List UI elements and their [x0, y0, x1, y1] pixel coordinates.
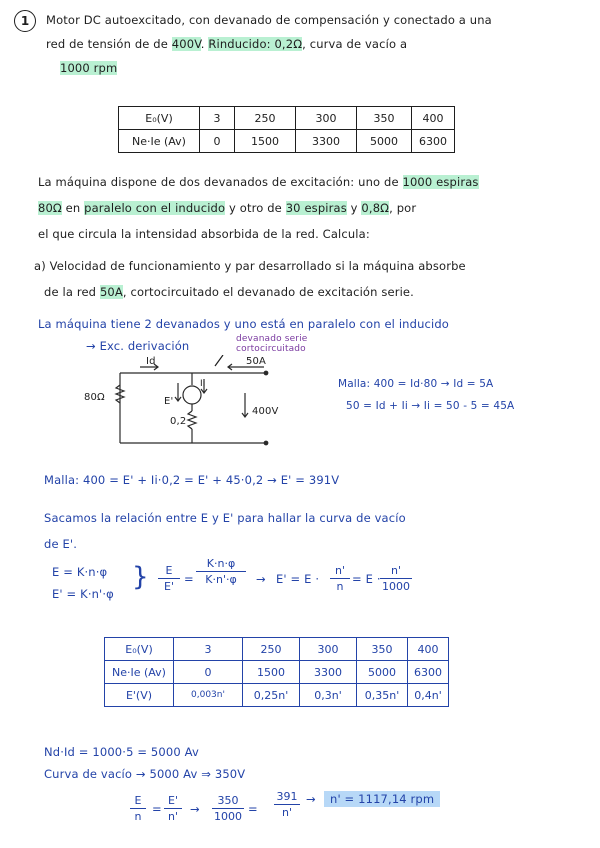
problem-text: red de tensión de de [46, 37, 172, 51]
table-cell: Ne·Ie (Av) [119, 130, 200, 153]
resistance-highlight: Rinducido: 0,2Ω [208, 37, 303, 51]
table-cell: 1500 [235, 130, 296, 153]
text2-line-3: el que circula la intensidad absorbida de la red. Calcula: [38, 227, 370, 241]
fraction-numerator: n' [335, 564, 345, 577]
table-curva-vacio [118, 106, 455, 153]
paralelo-highlight: paralelo con el inducido [84, 201, 226, 215]
question-a-line-1: a) Velocidad de funcionamiento y par desarrollado si la máquina absorbe [34, 259, 466, 273]
fraction-denominator: 1000 [382, 580, 410, 593]
relacion-line-2: de E'. [44, 537, 78, 551]
table-cell: Ne·Ie (Av) [105, 661, 174, 684]
fraction-numerator: E [134, 794, 142, 807]
equals-sign: = [248, 802, 258, 816]
solution-line-1: La máquina tiene 2 devanados y uno está en paralelo con el inducido [38, 317, 449, 331]
label-50a: 50A [246, 356, 267, 367]
text: y otro de [225, 201, 286, 215]
result-e-prime-b: = E · [352, 572, 381, 586]
problem-text: . [200, 37, 209, 51]
table-cell: 400 [412, 107, 455, 130]
table-cell: E₀(V) [119, 107, 200, 130]
problem-line-3 [60, 60, 117, 76]
implies-arrow: → [190, 802, 200, 816]
fraction-k-ratio [196, 557, 246, 586]
fraction-numerator: E [165, 564, 173, 577]
fraction-denominator: K·n'·φ [205, 573, 237, 586]
problem-line-2 [46, 36, 407, 52]
table-cell: 3300 [300, 661, 357, 684]
fraction-350-1000 [212, 794, 244, 823]
table-cell: E₀(V) [105, 638, 174, 661]
fraction-ep-np [164, 794, 182, 823]
r80-highlight: 80Ω [38, 201, 62, 215]
resistor-02 [188, 411, 196, 429]
fraction-bar [380, 578, 412, 579]
fraction-bar [164, 808, 182, 809]
problem-number: 1 [14, 10, 36, 32]
text2-line-2 [38, 200, 416, 216]
equation-e-prime: E' = K·n'·φ [52, 587, 114, 601]
table-cell: 0 [174, 661, 243, 684]
fraction-numerator: 391 [276, 790, 298, 803]
problem-line-1: Motor DC autoexcitado, con devanado de compensación y conectado a una [46, 13, 492, 27]
table-cell: 0,003n' [174, 684, 243, 707]
table-row [105, 684, 449, 707]
fraction-n-1000 [380, 564, 412, 593]
fraction-bar [330, 578, 350, 579]
fraction-numerator: K·n·φ [206, 557, 236, 570]
terminal-bottom [264, 441, 268, 445]
solution-line-2: → Exc. derivación [86, 339, 190, 353]
result-e-prime-a: E' = E · [276, 572, 320, 586]
label-r02: 0,2 [170, 416, 187, 427]
relacion-line-1: Sacamos la relación entre E y E' para hallar la curva de vacío [44, 511, 406, 525]
annotation-arrow [215, 355, 223, 366]
fraction-denominator: n [336, 580, 344, 593]
fraction-n-ratio [330, 564, 350, 593]
text: de la red [44, 285, 100, 299]
fraction-e-ratio [158, 564, 180, 593]
table-cell: 0 [200, 130, 235, 153]
text: y [346, 201, 362, 215]
fraction-e-n [130, 794, 146, 823]
terminal-top [264, 371, 268, 375]
table-cell: 1500 [243, 661, 300, 684]
equation-e: E = K·n·φ [52, 565, 108, 579]
text: en [61, 201, 85, 215]
table-row [105, 661, 449, 684]
malla-1: Malla: 400 = Id·80 → Id = 5A [338, 378, 494, 390]
table-row [119, 107, 455, 130]
text: , cortocircuitado el devanado de excitación serie. [122, 285, 414, 299]
fraction-bar [196, 571, 246, 572]
implies-arrow: → [256, 572, 266, 586]
implies-arrow: → [306, 792, 316, 806]
rpm-highlight: 1000 rpm [60, 61, 118, 75]
table-cell: 5000 [357, 661, 408, 684]
table-cell: 5000 [357, 130, 412, 153]
table-cell: 300 [300, 638, 357, 661]
current-highlight: 50A [99, 285, 123, 299]
brace-symbol: } [132, 562, 149, 592]
fraction-bar [274, 804, 300, 805]
label-80ohm: 80Ω [84, 392, 105, 403]
table-cell: 6300 [408, 661, 449, 684]
nd-id-line: Nd·Id = 1000·5 = 5000 Av [44, 745, 199, 759]
table-cell: 6300 [412, 130, 455, 153]
table-cell: 3 [174, 638, 243, 661]
table-cell: E'(V) [105, 684, 174, 707]
fraction-numerator: E' [168, 794, 178, 807]
table-cell: 300 [296, 107, 357, 130]
label-e-prime: E' [164, 396, 174, 407]
label-400v: 400V [252, 406, 279, 417]
fraction-numerator: n' [391, 564, 401, 577]
malla-2: 50 = Id + Ii → Ii = 50 - 5 = 45A [346, 400, 515, 412]
table-row [105, 638, 449, 661]
table-cell: 250 [235, 107, 296, 130]
table-cell: 250 [243, 638, 300, 661]
r08-highlight: 0,8Ω [361, 201, 390, 215]
text: La máquina dispone de dos devanados de excitación: uno de [38, 175, 403, 189]
fraction-bar [212, 808, 244, 809]
table-cell: 0,3n' [300, 684, 357, 707]
espiras30-highlight: 30 espiras [285, 201, 347, 215]
fraction-denominator: n [134, 810, 142, 823]
table-cell: 0,25n' [243, 684, 300, 707]
table-cell: 0,4n' [408, 684, 449, 707]
table-cell: 350 [357, 638, 408, 661]
label-id: Id [146, 356, 156, 367]
table-cell: 400 [408, 638, 449, 661]
fraction-denominator: n' [282, 806, 292, 819]
text: , por [389, 201, 417, 215]
label-ii: Ii [200, 379, 206, 389]
fraction-denominator: E' [164, 580, 174, 593]
curva-vacio-line: Curva de vacío → 5000 Av ⇒ 350V [44, 767, 246, 781]
fraction-denominator: n' [168, 810, 178, 823]
text2-line-1 [38, 174, 479, 190]
equals-sign: = [184, 572, 194, 586]
problem-text: , curva de vacío a [302, 37, 408, 51]
malla-3: Malla: 400 = E' + Ii·0,2 = E' + 45·0,2 → E' = 391V [44, 473, 340, 487]
table-cell: 350 [357, 107, 412, 130]
table-cell: 3 [200, 107, 235, 130]
voltage-highlight: 400V [171, 37, 201, 51]
espiras-highlight: 1000 espiras [402, 175, 479, 189]
annotation-devanado-serie: devanado serie cortocircuitado [236, 334, 308, 354]
table-cell: 3300 [296, 130, 357, 153]
table-curva-vacio-e-prime [104, 637, 449, 707]
table-cell: 0,35n' [357, 684, 408, 707]
fraction-numerator: 350 [217, 794, 239, 807]
equals-sign: = [152, 802, 162, 816]
question-a-line-2 [44, 284, 414, 300]
fraction-bar [130, 808, 146, 809]
fraction-391-np [274, 790, 300, 819]
table-row [119, 130, 455, 153]
emf-source-symbol [183, 386, 201, 404]
final-result-speed: n' = 1117,14 rpm [324, 791, 440, 807]
fraction-bar [158, 578, 180, 579]
fraction-denominator: 1000 [214, 810, 242, 823]
